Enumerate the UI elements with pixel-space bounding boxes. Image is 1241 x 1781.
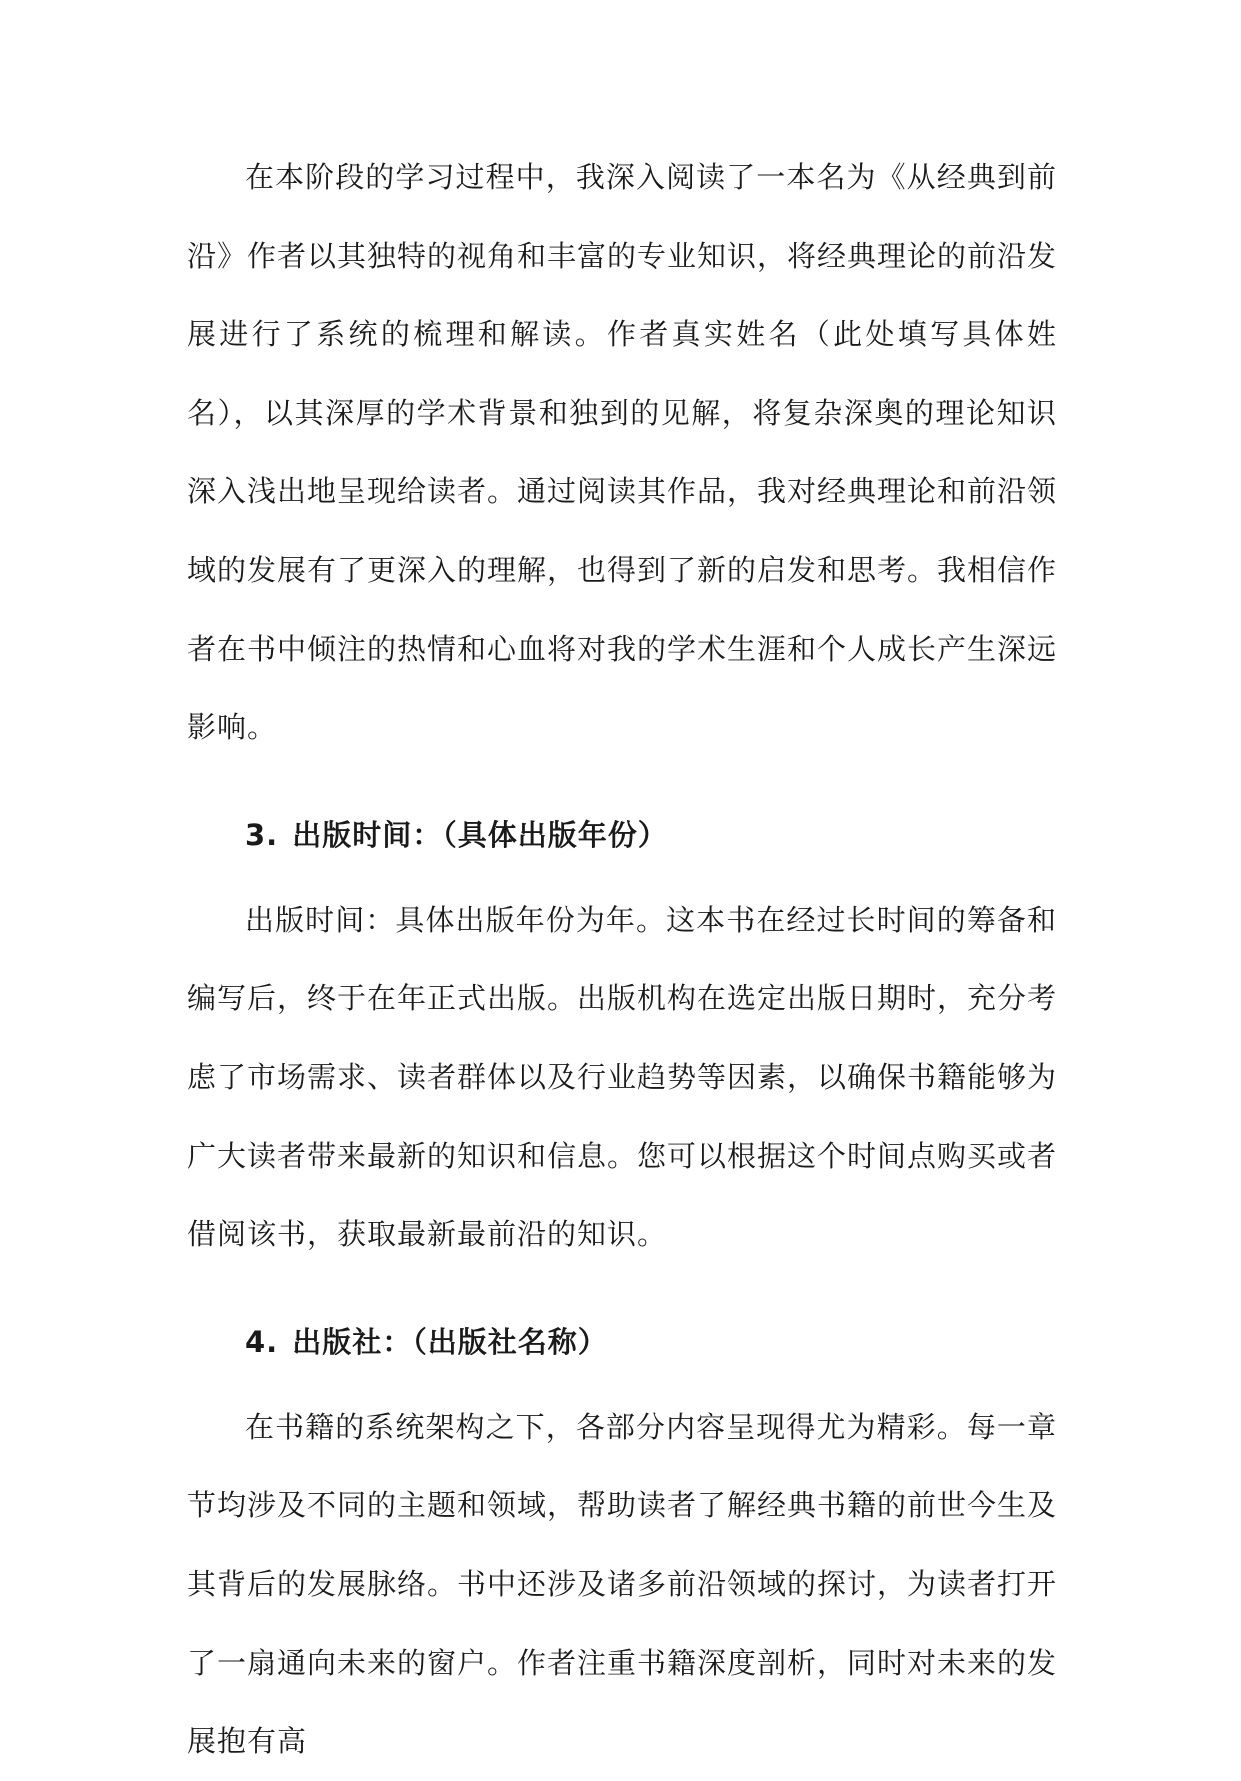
section-4-heading bbox=[187, 1312, 1057, 1372]
section-3-heading bbox=[187, 805, 1057, 865]
section-3-title: 出版时间：（具体出版年份） bbox=[292, 817, 668, 852]
section-4-title: 出版社：（出版社名称） bbox=[292, 1324, 608, 1359]
section-4-number: 4. bbox=[245, 1324, 279, 1359]
section-3-paragraph: 出版时间：具体出版年份为年。这本书在经过长时间的筹备和编写后，终于在年正式出版。出版机构在选定出版日期时，充分考虑了市场需求、读者群体以及行业趋势等因素，以确保书籍能够为广大读者带来最新的知识和信息。您可以根据这个时间点购买或者借阅该书，获取最新最前沿的知识。 bbox=[187, 902, 1058, 1252]
document-body bbox=[187, 138, 1057, 1781]
section-4-paragraph: 在书籍的系统架构之下，各部分内容呈现得尤为精彩。每一章节均涉及不同的主题和领域，帮助读者了解经典书籍的前世今生及其背后的发展脉络。书中还涉及诸多前沿领域的探讨，为读者打开了一扇通向未来的窗户。作者注重书籍深度剖析，同时对未来的发展抱有高 bbox=[187, 1409, 1058, 1759]
section-3-number: 3. bbox=[245, 817, 279, 852]
intro-paragraph: 在本阶段的学习过程中，我深入阅读了一本名为《从经典到前沿》作者以其独特的视角和丰富的专业知识，将经典理论的前沿发展进行了系统的梳理和解读。作者真实姓名（此处填写具体姓名），以其深厚的学术背景和独到的见解，将复杂深奥的理论知识深入浅出地呈现给读者。通过阅读其作品，我对经典理论和前沿领域的发展有了更深入的理解，也得到了新的启发和思考。我相信作者在书中倾注的热情和心血将对我的学术生涯和个人成长产生深远影响。 bbox=[187, 160, 1058, 745]
